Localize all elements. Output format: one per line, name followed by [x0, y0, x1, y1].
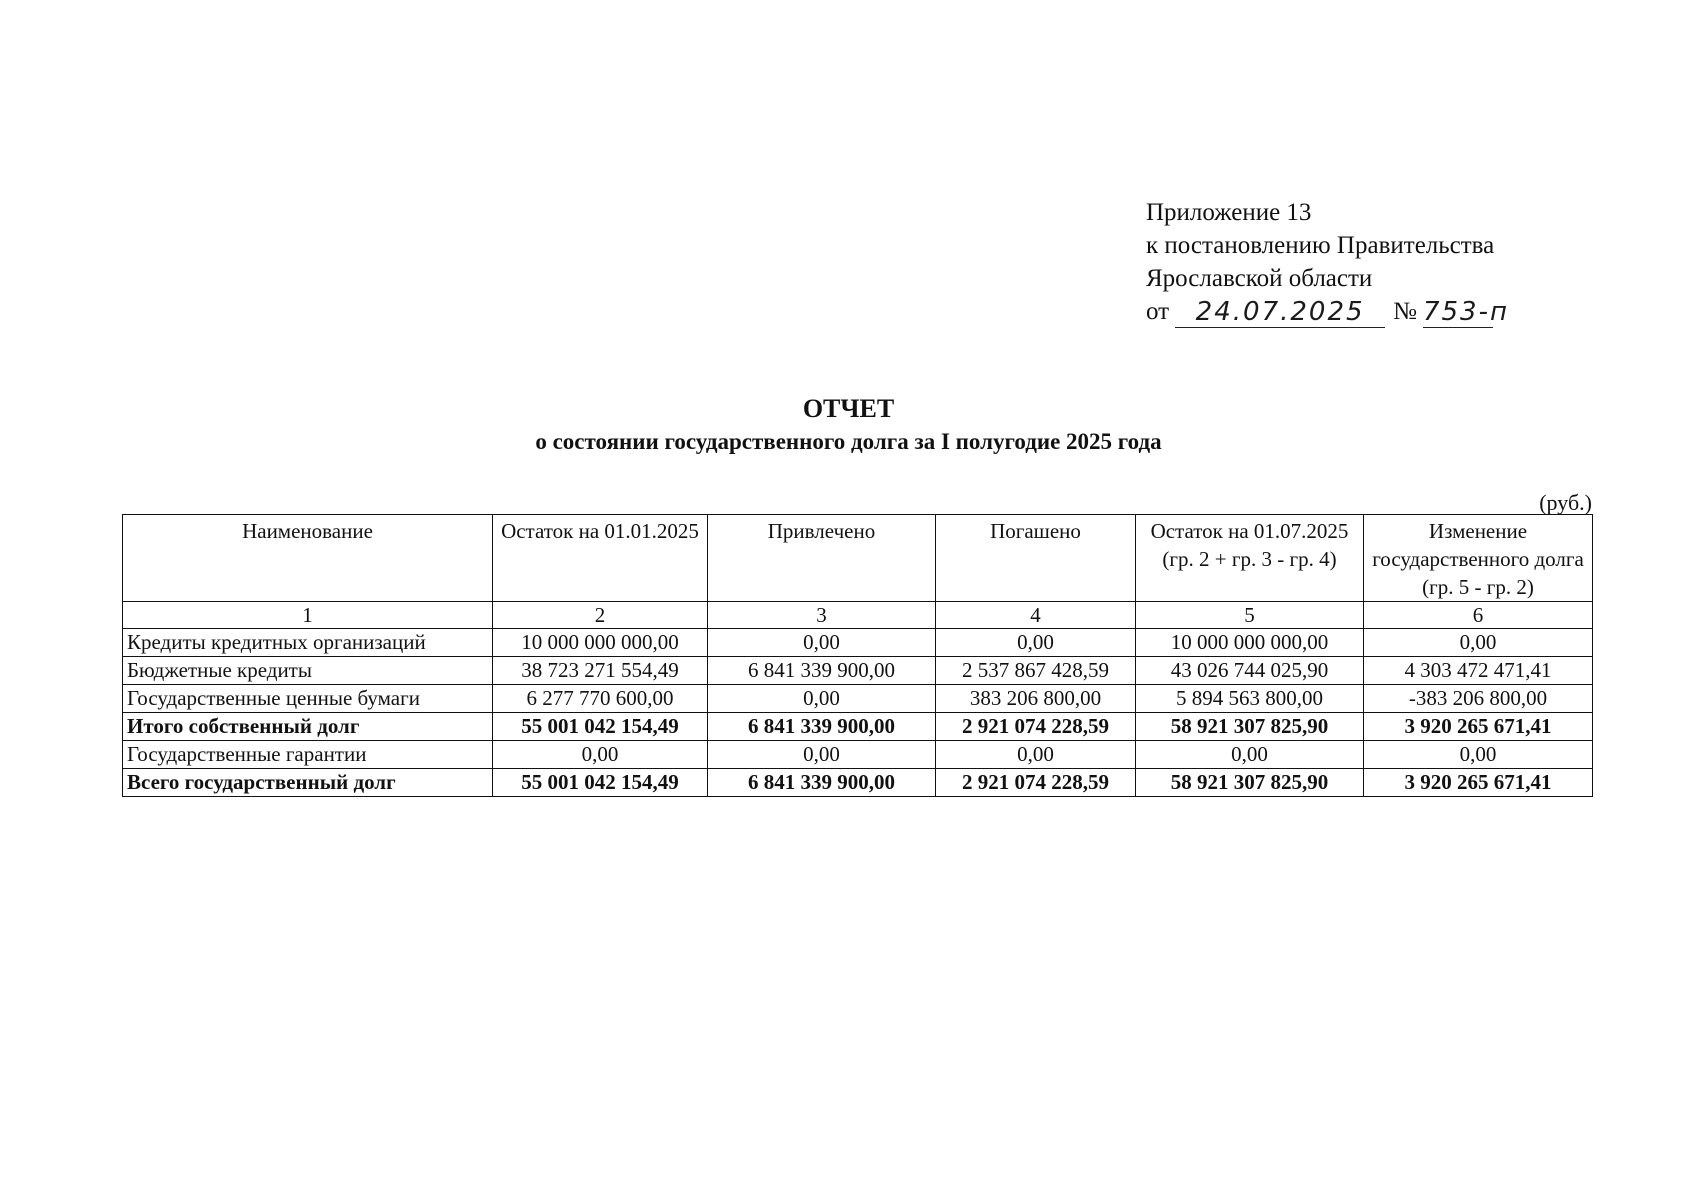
column-number: 2: [493, 602, 708, 629]
table-row: [123, 685, 1593, 713]
table-row-subtotal: [123, 713, 1593, 741]
cell-change: -383 206 800,00: [1364, 685, 1593, 713]
appendix-label: Приложение 13: [1146, 199, 1312, 226]
row-name: Итого собственный долг: [123, 713, 493, 741]
cell-balance-start: 6 277 770 600,00: [493, 685, 708, 713]
handwritten-number: 753-п: [1422, 297, 1509, 327]
appendix-block: [1146, 196, 1509, 328]
cell-change: 0,00: [1364, 741, 1593, 769]
cell-balance-end: 58 921 307 825,90: [1136, 713, 1364, 741]
column-number: 6: [1364, 602, 1593, 629]
cell-balance-end: 43 026 744 025,90: [1136, 657, 1364, 685]
column-number: 3: [708, 602, 936, 629]
cell-balance-end: 10 000 000 000,00: [1136, 629, 1364, 657]
date-prefix: от: [1146, 298, 1170, 325]
cell-raised: 6 841 339 900,00: [708, 769, 936, 797]
column-number: 5: [1136, 602, 1364, 629]
cell-repaid: 383 206 800,00: [936, 685, 1136, 713]
report-title-block: [0, 392, 1697, 458]
cell-raised: 0,00: [708, 629, 936, 657]
table-row-total: [123, 769, 1593, 797]
row-name: Кредиты кредитных организаций: [123, 629, 493, 657]
row-name: Государственные гарантии: [123, 741, 493, 769]
cell-change: 4 303 472 471,41: [1364, 657, 1593, 685]
table-row: [123, 629, 1593, 657]
table-row: [123, 657, 1593, 685]
number-sign: №: [1393, 298, 1417, 325]
report-subtitle: о состоянии государственного долга за I полугодие 2025 года: [535, 429, 1162, 454]
header-change: Изменение государственного долга (гр. 5 - гр. 2): [1364, 515, 1593, 602]
debt-report-table: [122, 514, 1593, 797]
header-balance-start: Остаток на 01.01.2025: [493, 515, 708, 602]
cell-repaid: 2 921 074 228,59: [936, 769, 1136, 797]
cell-repaid: 0,00: [936, 629, 1136, 657]
cell-balance-start: 10 000 000 000,00: [493, 629, 708, 657]
units-label: (руб.): [1539, 490, 1592, 515]
appendix-region: Ярославской области: [1146, 265, 1373, 292]
cell-balance-start: 38 723 271 554,49: [493, 657, 708, 685]
appendix-date-number: [1146, 295, 1509, 328]
row-name: Бюджетные кредиты: [123, 657, 493, 685]
cell-raised: 6 841 339 900,00: [708, 713, 936, 741]
cell-change: 3 920 265 671,41: [1364, 769, 1593, 797]
cell-balance-end: 0,00: [1136, 741, 1364, 769]
header-raised: Привлечено: [708, 515, 936, 602]
handwritten-date: 24.07.2025: [1175, 297, 1385, 328]
cell-repaid: 2 537 867 428,59: [936, 657, 1136, 685]
header-repaid: Погашено: [936, 515, 1136, 602]
appendix-resolution: к постановлению Правительства: [1146, 232, 1495, 259]
cell-balance-end: 5 894 563 800,00: [1136, 685, 1364, 713]
cell-balance-start: 55 001 042 154,49: [493, 713, 708, 741]
table-header-row: [123, 515, 1593, 602]
cell-repaid: 0,00: [936, 741, 1136, 769]
column-number: 4: [936, 602, 1136, 629]
cell-balance-end: 58 921 307 825,90: [1136, 769, 1364, 797]
row-name: Всего государственный долг: [123, 769, 493, 797]
cell-change: 3 920 265 671,41: [1364, 713, 1593, 741]
table-row: [123, 741, 1593, 769]
report-title: ОТЧЕТ: [802, 394, 895, 423]
cell-raised: 6 841 339 900,00: [708, 657, 936, 685]
column-numbers-row: [123, 602, 1593, 629]
cell-change: 0,00: [1364, 629, 1593, 657]
cell-raised: 0,00: [708, 685, 936, 713]
cell-balance-start: 0,00: [493, 741, 708, 769]
header-balance-end: Остаток на 01.07.2025 (гр. 2 + гр. 3 - гр. 4): [1136, 515, 1364, 602]
cell-raised: 0,00: [708, 741, 936, 769]
column-number: 1: [123, 602, 493, 629]
cell-balance-start: 55 001 042 154,49: [493, 769, 708, 797]
cell-repaid: 2 921 074 228,59: [936, 713, 1136, 741]
row-name: Государственные ценные бумаги: [123, 685, 493, 713]
header-name: Наименование: [123, 515, 493, 602]
